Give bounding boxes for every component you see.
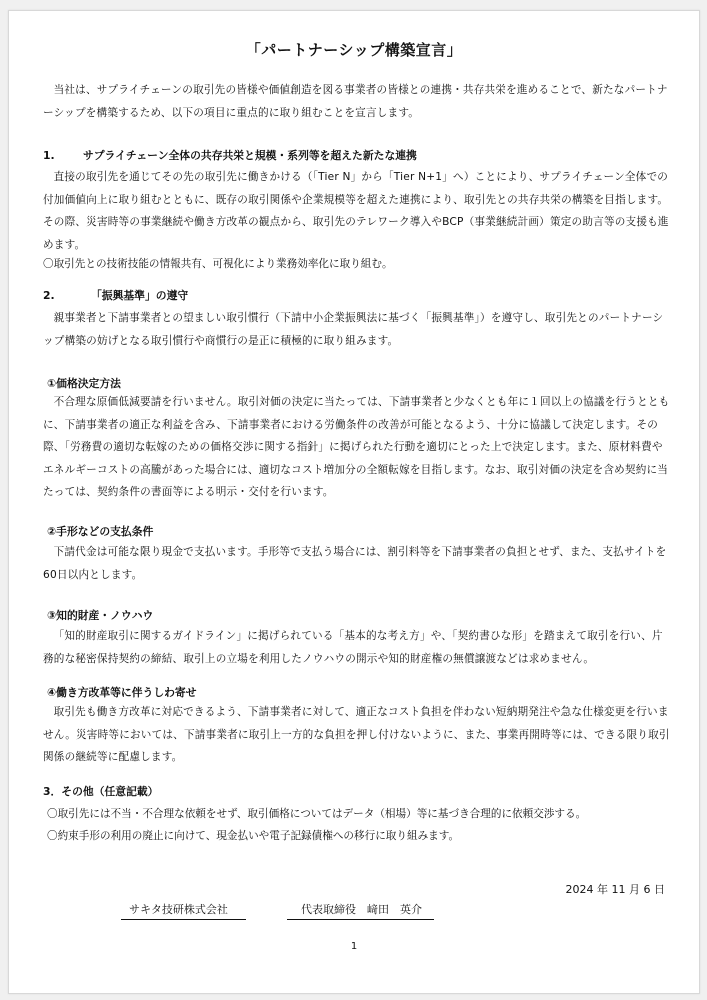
subsection-4-heading: ④働き方改革等に伴うしわ寄せ (47, 686, 197, 699)
document-page (8, 10, 700, 994)
document-title: 「パートナーシップ構築宣言」 (245, 41, 463, 59)
section-2-number: 2. (43, 289, 55, 302)
section-3-bullet-1: 〇取引先には不当・不合理な依頼をせず、取引価格についてはデータ（相場）等に基づき合理的に依頼交渉する。 (47, 808, 587, 820)
section-1-title: サプライチェーン全体の共存共栄と規模・系列等を超えた新たな連携 (83, 149, 417, 162)
subsection-1-heading: ①価格決定方法 (47, 377, 121, 390)
subsection-2-heading: ②手形などの支払条件 (47, 525, 154, 538)
section-2-title: 「振興基準」の遵守 (91, 289, 189, 302)
subsection-1-body: 不合理な原価低減要請を行いません。取引対価の決定に当たっては、下請事業者と少なくとも年に１回以上の協議を行うとともに、下請事業者の適正な利益を含み、下請事業者における労働条件の改善が可能となるよう、十分に協議して決定します。その際、「労務費の適切な転嫁のための価格交渉に関する指針」に掲げられた行動を適切にとった上で決定します。また、原材料費やエネルギーコストの高騰があった場合には、適切なコスト増加分の全額転嫁を目指します。なお、取引対価の決定を含め契約に当たっては、契約条件の書面等による明示・交付を行います。 (43, 396, 670, 498)
subsection-3-body: 「知的財産取引に関するガイドライン」に掲げられている「基本的な考え方」や、「契約書ひな形」を踏まえて取引を行い、片務的な秘密保持契約の締結、取引上の立場を利用したノウハウの開示や知的財産権の無償譲渡などは求めません。 (43, 630, 663, 665)
subsection-4-body: 取引先も働き方改革に対応できるよう、下請事業者に対して、適正なコスト負担を伴わない短納期発注や急な仕様変更を行いません。災害時等においては、下請事業者に取引上一方的な負担を押し付けないように、また、事業再開時等には、できる限り取引関係の継続等に配慮します。 (43, 706, 670, 763)
page-number: 1 (350, 941, 358, 952)
subsection-3-heading: ③知的財産・ノウハウ (47, 609, 154, 622)
intro-paragraph: 当社は、サプライチェーンの取引先の皆様や価値創造を図る事業者の皆様との連携・共存共栄を進めることで、新たなパートナーシップを構築するため、以下の項目に重点的に取り組むことを宣言します。 (43, 84, 668, 119)
section-3-bullet-2: 〇約束手形の利用の廃止に向けて、現金払いや電子記録債権への移行に取り組みます。 (47, 830, 460, 842)
section-2-body: 親事業者と下請事業者との望ましい取引慣行（下請中小企業振興法に基づく「振興基準」）を遵守し、取引先とのパートナーシップ構築の妨げとなる取引慣行や商慣行の是正に積極的に取り組みます。 (43, 312, 664, 347)
section-1-body: 直接の取引先を通じてその先の取引先に働きかける（「Tier N」から「Tier N+1」へ）ことにより、サプライチェーン全体での付加価値向上に取り組むとともに、既存の取引関係や企業規模等を超えた連携により、取引先との共存共栄の構築を目指します。その際、災害時等の事業継続や働き方改革の観点から、取引先のテレワーク導入やBCP（事業継続計画）策定の助言等の支援も進めます。 (43, 171, 669, 251)
section-1-heading (43, 147, 417, 165)
declaration-date: 2024 年 11 月 6 日 (565, 883, 665, 896)
section-1-number: 1. (43, 149, 55, 162)
representative-name: 代表取締役 﨑田 英介 (287, 901, 434, 920)
section-1-bullet: 〇取引先との技術技能の情報共有、可視化により業務効率化に取り組む。 (43, 258, 393, 270)
subsection-2-body: 下請代金は可能な限り現金で支払います。手形等で支払う場合には、割引料等を下請事業者の負担とせず、また、支払サイトを60日以内とします。 (43, 546, 667, 581)
section-2-heading (43, 287, 188, 305)
company-name: サキタ技研株式会社 (121, 901, 246, 920)
section-3-heading: 3．その他（任意記載） (43, 785, 159, 798)
